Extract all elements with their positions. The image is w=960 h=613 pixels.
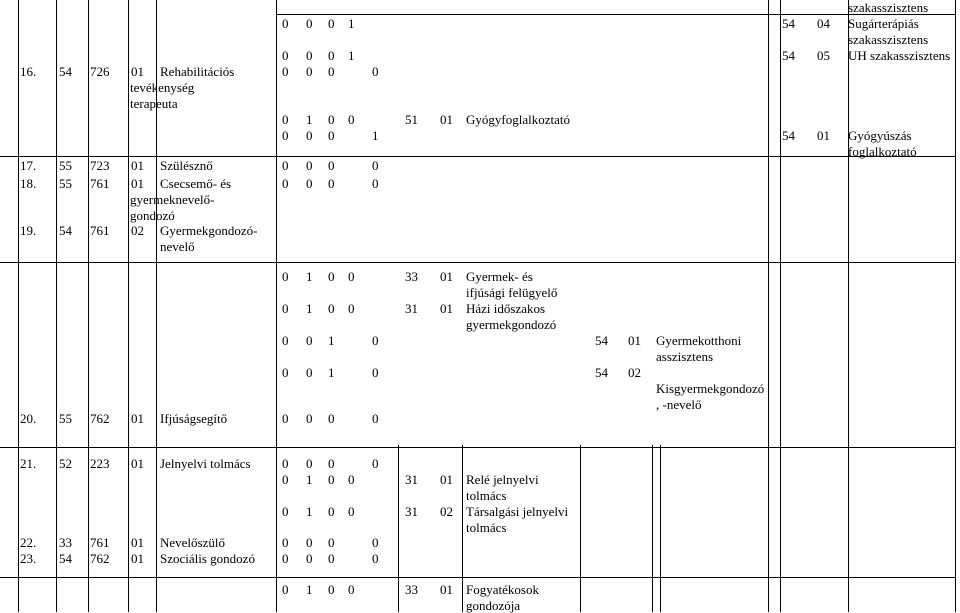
- table-cell: 1: [348, 16, 355, 31]
- table-cell: 54: [595, 365, 608, 380]
- table-cell: 1: [372, 128, 379, 143]
- table-cell: 51: [405, 112, 418, 127]
- table-cell: 1: [348, 48, 355, 63]
- table-cell: Sugárterápiás: [848, 16, 919, 31]
- table-cell: 23.: [20, 551, 37, 566]
- table-column-rule: [18, 0, 19, 612]
- table-cell: 0: [328, 158, 335, 173]
- table-cell: 0: [328, 504, 335, 519]
- table-cell: 0: [372, 411, 379, 426]
- table-cell: 54: [59, 223, 72, 238]
- table-cell: 20.: [20, 411, 37, 426]
- table-cell: 0: [348, 112, 355, 127]
- table-cell: 0: [328, 48, 335, 63]
- table-cell: 0: [282, 365, 289, 380]
- table-cell: 0: [372, 64, 379, 79]
- table-cell: 1: [306, 582, 313, 597]
- table-cell: 55: [59, 176, 72, 191]
- table-cell: 01: [131, 456, 144, 471]
- table-cell: 33: [405, 582, 418, 597]
- table-cell: 02: [628, 365, 641, 380]
- table-cell: 01: [440, 269, 453, 284]
- table-cell: 0: [306, 551, 313, 566]
- table-cell: 761: [90, 535, 110, 550]
- table-cell: terapeuta: [130, 96, 178, 111]
- table-cell: Csecsemő- és: [160, 176, 232, 191]
- table-cell: 54: [595, 333, 608, 348]
- table-cell: tolmács: [466, 488, 507, 503]
- table-column-rule: [768, 0, 769, 612]
- table-cell: tevékenység: [130, 80, 195, 95]
- table-cell: 0: [372, 158, 379, 173]
- table-cell: 01: [131, 551, 144, 566]
- table-cell: szakasszisztens: [848, 32, 929, 47]
- table-cell: Jelnyelvi tolmács: [160, 456, 251, 471]
- table-cell: 0: [306, 411, 313, 426]
- table-column-rule: [652, 445, 653, 612]
- table-cell: gondozó: [130, 208, 175, 223]
- table-cell: 0: [306, 48, 313, 63]
- table-cell: 31: [405, 301, 418, 316]
- table-cell: 0: [328, 551, 335, 566]
- table-cell: 0: [282, 504, 289, 519]
- table-cell: 1: [328, 333, 335, 348]
- table-cell: 18.: [20, 176, 37, 191]
- table-cell: 0: [328, 64, 335, 79]
- table-cell: 01: [131, 176, 144, 191]
- table-cell: Kisgyermekgondozó: [656, 381, 765, 396]
- table-cell: 0: [348, 301, 355, 316]
- table-cell: Szociális gondozó: [160, 551, 255, 566]
- table-cell: gyermekgondozó: [466, 317, 557, 332]
- table-cell: 33: [59, 535, 72, 550]
- table-cell: nevelő: [160, 239, 195, 254]
- table-cell: tolmács: [466, 520, 507, 535]
- table-cell: 02: [440, 504, 453, 519]
- table-cell: 0: [306, 456, 313, 471]
- table-cell: 0: [328, 128, 335, 143]
- table-cell: 0: [282, 301, 289, 316]
- table-cell: , -nevelő: [656, 397, 702, 412]
- table-row-rule: [0, 156, 955, 157]
- table-cell: 01: [817, 128, 830, 143]
- table-cell: 0: [306, 365, 313, 380]
- table-cell: 0: [328, 301, 335, 316]
- table-cell: 01: [628, 333, 641, 348]
- table-cell: 0: [306, 158, 313, 173]
- table-cell: 0: [306, 16, 313, 31]
- table-column-rule: [660, 445, 661, 612]
- table-cell: 0: [306, 128, 313, 143]
- table-cell: Nevelőszülő: [160, 535, 225, 550]
- table-column-rule: [780, 0, 781, 612]
- table-column-rule: [580, 445, 581, 612]
- table-cell: gyermeknevelő-: [130, 192, 215, 207]
- table-cell: 0: [282, 551, 289, 566]
- table-cell: 0: [282, 333, 289, 348]
- table-cell: 55: [59, 158, 72, 173]
- table-cell: 1: [306, 504, 313, 519]
- table-cell: 01: [440, 472, 453, 487]
- table-cell: 0: [328, 472, 335, 487]
- table-cell: 0: [348, 269, 355, 284]
- table-cell: UH szakasszisztens: [848, 48, 951, 63]
- table-cell: 31: [405, 504, 418, 519]
- table-cell: 22.: [20, 535, 37, 550]
- table-cell: 02: [131, 223, 144, 238]
- table-cell: 0: [328, 456, 335, 471]
- table-row-rule: [0, 262, 955, 263]
- table-cell: 0: [372, 535, 379, 550]
- table-cell: 0: [282, 16, 289, 31]
- table-cell: Gyermek- és: [466, 269, 533, 284]
- table-cell: Relé jelnyelvi: [466, 472, 539, 487]
- table-cell: 0: [348, 504, 355, 519]
- table-cell: 0: [282, 48, 289, 63]
- table-cell: Gyermekgondozó-: [160, 223, 258, 238]
- table-cell: Házi időszakos: [466, 301, 546, 316]
- table-cell: 0: [348, 472, 355, 487]
- table-cell: 19.: [20, 223, 37, 238]
- table-cell: gondozója: [466, 598, 521, 613]
- table-cell: 01: [131, 64, 144, 79]
- table-cell: 0: [328, 112, 335, 127]
- table-cell: 0: [328, 582, 335, 597]
- table-column-rule: [88, 0, 89, 612]
- table-cell: 0: [282, 582, 289, 597]
- table-column-rule: [276, 0, 277, 612]
- table-cell: Rehabilitációs: [160, 64, 235, 79]
- table-cell: 0: [372, 176, 379, 191]
- table-cell: 33: [405, 269, 418, 284]
- table-cell: szakasszisztens: [848, 0, 929, 15]
- table-cell: 761: [90, 176, 110, 191]
- table-cell: Gyógyúszás: [848, 128, 912, 143]
- table-cell: 01: [131, 411, 144, 426]
- table-cell: 762: [90, 551, 110, 566]
- table-cell: ifjúsági felügyelő: [466, 285, 558, 300]
- table-cell: 0: [282, 176, 289, 191]
- table-cell: 01: [440, 301, 453, 316]
- table-cell: 0: [328, 411, 335, 426]
- table-cell: 723: [90, 158, 110, 173]
- table-column-rule: [955, 0, 956, 612]
- table-cell: 55: [59, 411, 72, 426]
- table-cell: 761: [90, 223, 110, 238]
- table-cell: asszisztens: [656, 349, 714, 364]
- table-cell: 01: [131, 535, 144, 550]
- table-cell: 54: [782, 128, 795, 143]
- table-cell: 726: [90, 64, 110, 79]
- table-cell: 1: [306, 472, 313, 487]
- table-cell: 01: [440, 112, 453, 127]
- table-cell: foglalkoztató: [848, 144, 917, 159]
- table-cell: 0: [348, 582, 355, 597]
- table-cell: 0: [306, 333, 313, 348]
- table-cell: 54: [59, 551, 72, 566]
- table-cell: 0: [282, 269, 289, 284]
- table-cell: 0: [328, 176, 335, 191]
- table-cell: 31: [405, 472, 418, 487]
- table-cell: 16.: [20, 64, 37, 79]
- table-cell: 05: [817, 48, 830, 63]
- table-cell: 0: [328, 269, 335, 284]
- table-cell: 0: [372, 333, 379, 348]
- table-cell: 0: [328, 16, 335, 31]
- table-row-rule: [0, 447, 955, 448]
- table-cell: 52: [59, 456, 72, 471]
- table-column-rule: [398, 445, 399, 612]
- table-cell: 0: [306, 535, 313, 550]
- table-cell: 1: [328, 365, 335, 380]
- table-column-rule: [56, 0, 57, 612]
- table-cell: 0: [372, 365, 379, 380]
- table-cell: 54: [782, 48, 795, 63]
- table-cell: 54: [59, 64, 72, 79]
- table-cell: 1: [306, 301, 313, 316]
- table-cell: 17.: [20, 158, 37, 173]
- table-column-rule: [848, 0, 849, 612]
- table-cell: Ifjúságsegítő: [160, 411, 228, 426]
- table-cell: 04: [817, 16, 830, 31]
- table-cell: 54: [782, 16, 795, 31]
- table-row-rule: [0, 577, 955, 578]
- table-cell: 0: [306, 64, 313, 79]
- table-cell: 0: [282, 158, 289, 173]
- table-column-rule: [462, 445, 463, 612]
- table-cell: 0: [282, 456, 289, 471]
- table-cell: 0: [282, 411, 289, 426]
- table-cell: 21.: [20, 456, 37, 471]
- table-cell: 0: [328, 535, 335, 550]
- table-cell: 762: [90, 411, 110, 426]
- table-cell: 0: [372, 456, 379, 471]
- table-cell: 01: [440, 582, 453, 597]
- table-cell: 1: [306, 112, 313, 127]
- table-cell: 0: [282, 64, 289, 79]
- table-cell: 01: [131, 158, 144, 173]
- table-cell: Gyógyfoglalkoztató: [466, 112, 570, 127]
- table-column-rule: [128, 0, 129, 612]
- table-cell: 0: [282, 128, 289, 143]
- table-cell: 0: [282, 472, 289, 487]
- table-cell: Fogyatékosok: [466, 582, 539, 597]
- table-cell: 0: [306, 176, 313, 191]
- table-cell: Szülésznő: [160, 158, 213, 173]
- table-cell: Gyermekotthoni: [656, 333, 742, 348]
- table-cell: 1: [306, 269, 313, 284]
- table-cell: 0: [282, 535, 289, 550]
- table-cell: 223: [90, 456, 110, 471]
- table-cell: 0: [372, 551, 379, 566]
- table-cell: 0: [282, 112, 289, 127]
- table-cell: Társalgási jelnyelvi: [466, 504, 569, 519]
